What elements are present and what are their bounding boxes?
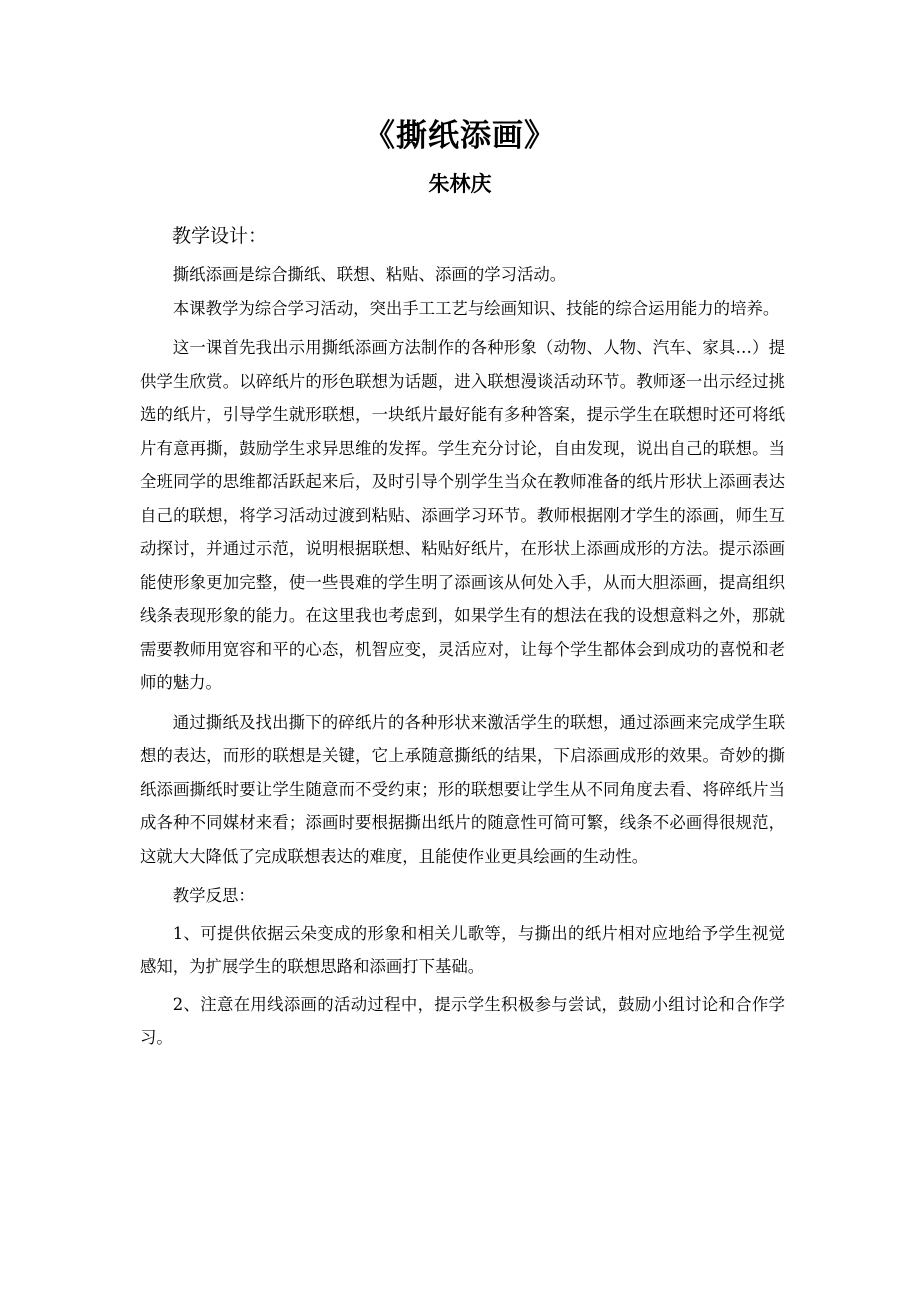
paragraph-reflection-1: 1、可提供依据云朵变成的形象和相关儿歌等，与撕出的纸片相对应地给予学生视觉感知，为扩展学生的联想思路和添画打下基础。 xyxy=(140,923,785,976)
section-heading-teaching-design: 教学设计： xyxy=(172,225,268,247)
paragraph-analysis: 通过撕纸及找出撕下的碎纸片的各种形状来激活学生的联想，通过添画来完成学生联想的表达，而形的联想是关键，它上承随意撕纸的结果，下启添画成形的效果。奇妙的撕纸添画撕纸时要让学生随意而不受约束；形的联想要让学生从不同角度去看、将碎纸片当成各种不同媒材来看；添画时要根据撕出纸片的随意性可简可繁，线条不必画得很规范，这就大大降低了完成联想表达的难度，且能使作业更具绘画的生动性。 xyxy=(140,712,785,866)
section-heading-reflection: 教学反思： xyxy=(172,886,255,905)
document-body xyxy=(140,258,785,1055)
paragraph-process: 这一课首先我出示用撕纸添画方法制作的各种形象（动物、人物、汽车、家具…）提供学生欣赏。以碎纸片的形色联想为话题，进入联想漫谈活动环节。教师逐一出示经过挑选的纸片，引导学生就形联想，一块纸片最好能有多种答案，提示学生在联想时还可将纸片有意再撕，鼓励学生求异思维的发挥。学生充分讨论，自由发现，说出自己的联想。当全班同学的思维都活跃起来后，及时引导个别学生当众在教师准备的纸片形状上添画表达自己的联想，将学习活动过渡到粘贴、添画学习环节。教师根据刚才学生的添画，师生互动探讨，并通过示范，说明根据联想、粘贴好纸片，在形状上添画成形的方法。提示添画能使形象更加完整，使一些畏难的学生明了添画该从何处入手，从而大胆添画，提高组织线条表现形象的能力。在这里我也考虑到，如果学生有的想法在我的设想意料之外，那就需要教师用宽容和平的心态，机智应变，灵活应对，让每个学生都体会到成功的喜悦和老师的魅力。 xyxy=(140,338,785,692)
paragraph-intro: 撕纸添画是综合撕纸、联想、粘贴、添画的学习活动。 xyxy=(172,265,567,284)
document-author: 朱林庆 xyxy=(428,172,492,196)
paragraph-reflection-2: 2、注意在用线添画的活动过程中，提示学生积极参与尝试，鼓励小组讨论和合作学习。 xyxy=(140,994,785,1047)
document-title: 《撕纸添画》 xyxy=(364,118,556,154)
paragraph-overview: 本课教学为综合学习活动，突出手工工艺与绘画知识、技能的综合运用能力的培养。 xyxy=(172,298,780,318)
